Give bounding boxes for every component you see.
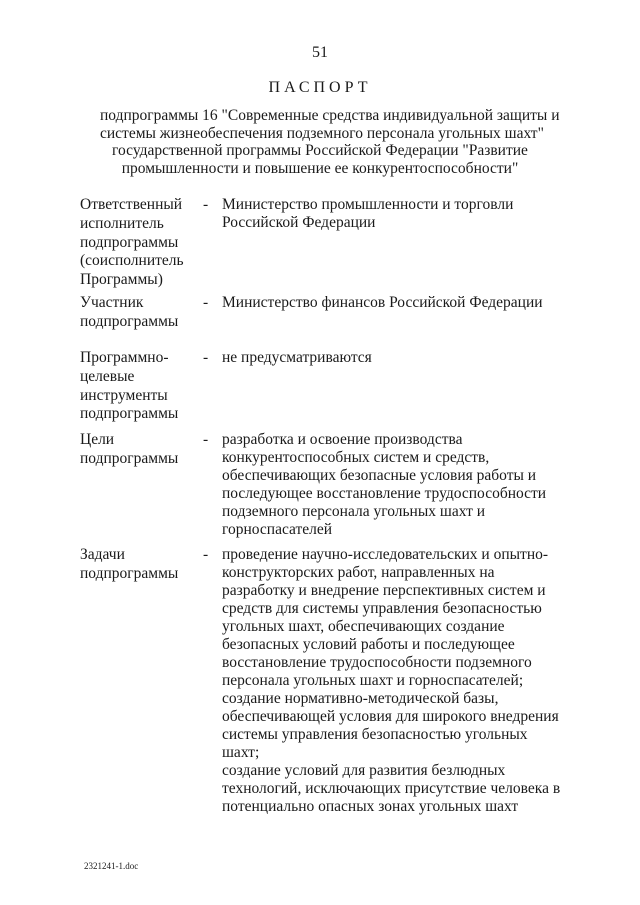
label-line: подпрограммы (80, 312, 179, 330)
value-line: обеспечивающих безопасные условия работы и (222, 467, 537, 484)
value-line: Российской Федерации (222, 214, 376, 231)
label-line: исполнитель (80, 214, 164, 232)
subtitle-line: государственной программы Российской Федерации "Развитие (112, 142, 528, 160)
value-line: последующее восстановление трудоспособности (222, 485, 547, 502)
value-line: разработка и освоение производства (222, 431, 463, 448)
value-line: проведение научно-исследовательских и опытно- (222, 546, 549, 563)
row-dash: - (203, 196, 209, 213)
row-label (80, 349, 198, 424)
row-value (222, 431, 562, 539)
value-line: потенциально опасных зонах угольных шахт (222, 798, 519, 815)
label-line: Задачи (80, 546, 125, 563)
value-line: безопасных условий работы и последующее (222, 636, 515, 653)
value-line: создание нормативно-методической базы, (222, 690, 499, 707)
value-line: восстановление трудоспособности подземного (222, 654, 532, 671)
value-line: не предусматриваются (222, 349, 372, 366)
value-line: создание условий для развития безлюдных (222, 762, 506, 779)
subtitle-line: подпрограммы 16 "Современные средства индивидуальной защиты и (100, 107, 560, 124)
value-line: конкурентоспособных систем и средств, (222, 449, 490, 466)
value-line: Министерство финансов Российской Федерации (222, 294, 543, 311)
value-line: угольных шахт, обеспечивающих создание (222, 618, 505, 635)
label-line: подпрограммы (80, 405, 179, 423)
subtitle-line: промышленности и повышение ее конкурентоспособности" (121, 159, 519, 177)
subtitle-line: системы жизнеобеспечения подземного персонала угольных шахт" (100, 124, 544, 142)
label-line: подпрограммы (80, 233, 179, 251)
value-line: конструкторских работ, направленных на (222, 564, 495, 581)
document-title: ПАСПОРТ (268, 79, 372, 96)
value-line: разработку и внедрение перспективных систем и (222, 582, 546, 599)
value-line: средств для системы управления безопасностью (222, 600, 542, 617)
row-label (80, 196, 198, 290)
footer-file-code: 2321241-1.doc (84, 861, 139, 871)
label-line: Программно- (80, 349, 169, 366)
value-line: горноспасателей (222, 521, 333, 538)
row-label (80, 431, 198, 469)
row-dash: - (203, 294, 209, 311)
value-line: шахт; (222, 744, 260, 761)
row-dash: - (203, 349, 209, 366)
page-number: 51 (312, 44, 328, 61)
row-value (222, 294, 562, 312)
document-subtitle (100, 107, 560, 177)
row-dash: - (203, 546, 209, 563)
label-line: (соисполнитель (80, 252, 184, 270)
label-line: целевые (80, 367, 135, 385)
row-value (222, 196, 562, 232)
value-line: системы управления безопасностью угольных (222, 726, 528, 743)
label-line: подпрограммы (80, 449, 179, 467)
row-dash: - (203, 431, 209, 448)
value-line: подземного персонала угольных шахт и (222, 503, 486, 520)
label-line: Программы) (80, 271, 163, 289)
label-line: Ответственный (80, 196, 183, 213)
value-line: обеспечивающей условия для широкого внедрения (222, 708, 559, 725)
row-value (222, 349, 562, 367)
value-line: технологий, исключающих присутствие человека в (222, 780, 561, 797)
label-line: инструменты (80, 386, 168, 404)
row-label (80, 294, 198, 332)
row-label (80, 546, 198, 584)
label-line: Участник (80, 294, 144, 311)
label-line: подпрограммы (80, 564, 179, 582)
row-value (222, 546, 562, 816)
label-line: Цели (80, 431, 115, 448)
value-line: персонала угольных шахт и горноспасателей; (222, 672, 524, 689)
value-line: Министерство промышленности и торговли (222, 196, 514, 213)
